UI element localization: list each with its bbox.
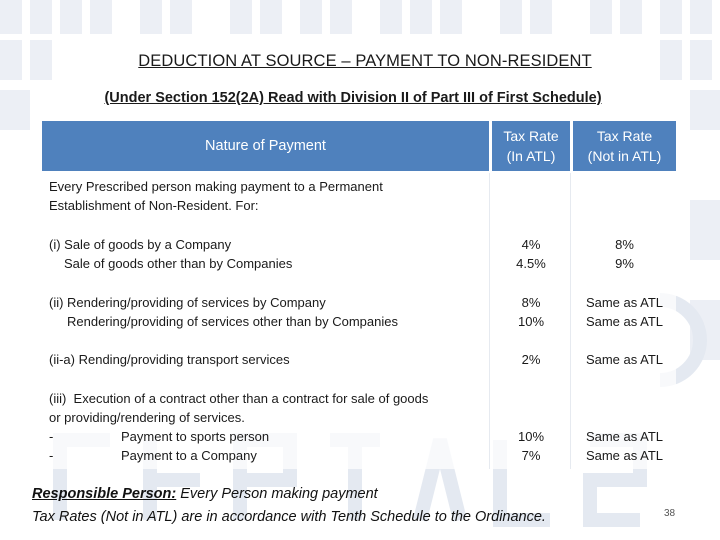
header-nature-label: Nature of Payment <box>205 138 326 154</box>
rate-atl: 4% <box>521 237 541 252</box>
rate-not-atl: Same as ATL <box>585 314 664 329</box>
rate-atl: 4.5% <box>516 256 546 271</box>
intro-line-2: Establishment of Non-Resident. For: <box>49 198 259 213</box>
rate-not-atl: Same as ATL <box>585 429 664 444</box>
header-tax-rate-atl <box>492 121 570 171</box>
header-atl-line2: (In ATL) <box>506 148 556 164</box>
rate-not-atl: Same as ATL <box>585 295 664 310</box>
page-number: 38 <box>664 508 676 519</box>
row-contract-line2: or providing/rendering of services. <box>49 410 245 425</box>
slide-title: DEDUCTION AT SOURCE – PAYMENT TO NON-RESIDENT <box>138 52 592 70</box>
header-notatl-line2: (Not in ATL) <box>587 148 662 164</box>
rate-atl: 8% <box>521 295 541 310</box>
rate-atl: 10% <box>517 429 545 444</box>
tax-rates-note: Tax Rates (Not in ATL) are in accordance with Tenth Schedule to the Ordinance. <box>32 509 546 525</box>
header-tax-rate-not-atl <box>573 121 676 171</box>
row-contract-sports: Payment to sports person <box>121 429 270 444</box>
rate-not-atl: Same as ATL <box>585 352 664 367</box>
rate-not-atl: 9% <box>615 256 634 271</box>
intro-line-1: Every Prescribed person making payment to a Permanent <box>49 179 383 194</box>
bullet-dash: - <box>49 429 54 444</box>
rate-not-atl: 8% <box>615 237 634 252</box>
slide-subtitle: (Under Section 152(2A) Read with Division II of Part III of First Schedule) <box>104 90 602 106</box>
bullet-dash: - <box>49 448 54 463</box>
row-transport-line1: (ii-a) Rending/providing transport services <box>49 352 290 367</box>
header-atl-line1: Tax Rate <box>503 128 559 144</box>
rate-atl: 10% <box>517 314 545 329</box>
row-services-line2: Rendering/providing of services other than by Companies <box>67 314 398 329</box>
row-services-line1: (ii) Rendering/providing of services by Company <box>49 295 326 310</box>
responsible-person-label: Responsible Person: <box>32 486 177 502</box>
row-contract-company: Payment to a Company <box>121 448 257 463</box>
row-contract-line1: (iii) Execution of a contract other than a contract for sale of goods <box>49 391 429 406</box>
header-nature-of-payment <box>42 121 489 171</box>
row-sale-goods-line2: Sale of goods other than by Companies <box>64 256 293 271</box>
rate-atl: 7% <box>521 448 541 463</box>
header-notatl-line1: Tax Rate <box>596 128 653 144</box>
responsible-person-note <box>32 486 378 502</box>
rate-not-atl: Same as ATL <box>585 448 664 463</box>
responsible-person-text: Every Person making payment <box>176 486 378 502</box>
rate-atl: 2% <box>521 352 541 367</box>
row-sale-goods-line1: (i) Sale of goods by a Company <box>49 237 232 252</box>
